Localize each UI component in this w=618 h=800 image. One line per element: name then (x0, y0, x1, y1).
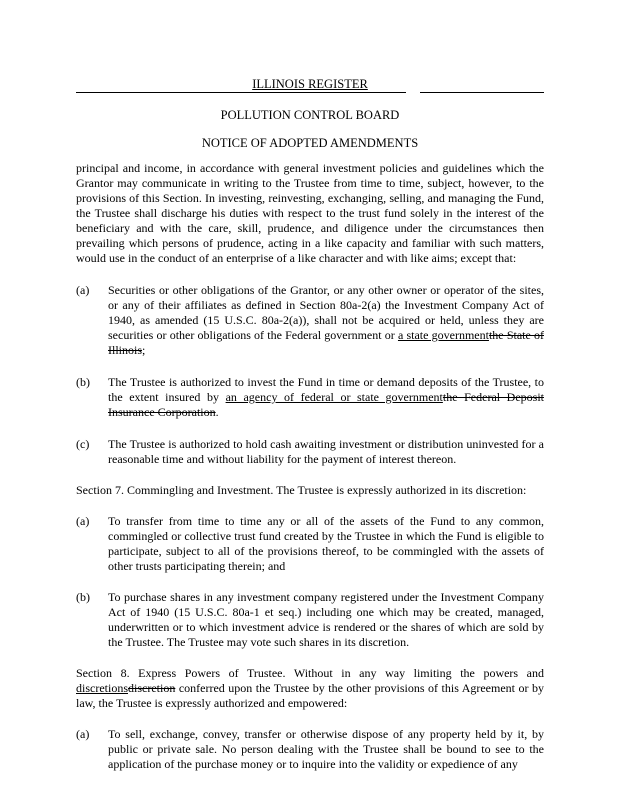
deleted-text: the State of Illinois (108, 328, 544, 357)
header-rule-left (76, 92, 406, 93)
list-item (76, 590, 544, 650)
item-text: To purchase shares in any investment company registered under the Investment Company Act of 1940 (15 U.S.C. 80a-1 et seq.) including one which may be created, managed, underwritten or to which investment advice is rendered or the shares of which are sold by the Trustee. The Trustee may vote such shares in its discretion. (108, 590, 544, 649)
deleted-text: discretion (128, 681, 176, 695)
item-label: (b) (76, 375, 90, 389)
inserted-text: an agency of federal or state government (225, 390, 443, 404)
document-body (76, 161, 544, 772)
list-item (76, 437, 544, 467)
item-label: (a) (76, 283, 90, 297)
board-title: POLLUTION CONTROL BOARD (220, 108, 400, 122)
inserted-text: a state government (397, 328, 489, 342)
section8-intro: Section 8. Express Powers of Trustee. Without in any way limiting the powers and discretionsdiscretion conferred upon the Trustee by the other provisions of this Agreement or by law, the Trustee is expressly authorized and empowered: (76, 666, 544, 710)
section7-heading: Section 7. Commingling and Investment. The Trustee is expressly authorized in its discretion: (76, 483, 527, 497)
item-text: To transfer from time to time any or all of the assets of the Fund to any common, commingled or collective trust fund created by the Trustee in which the Fund is eligible to participate, subject to all of the provisions thereof, to be commingled with the assets of other trusts participating therein; and (108, 514, 544, 573)
list-item (76, 375, 544, 420)
item-text: Securities or other obligations of the Grantor, or any other owner or operator of the sites, or any of their affiliates as defined in Section 80a-2(a) the Investment Company Act of 1940, as amended (15 U.S.C. 80a-2(a)), shall not be acquired or held, unless they are securities or other obligations of the Federal government or a state governmentthe State of Illinois; (108, 283, 544, 357)
item-text: The Trustee is authorized to hold cash awaiting investment or distribution uninvested for a reasonable time and without liability for the payment of interest thereon. (108, 437, 544, 466)
item-label: (a) (76, 727, 90, 741)
list-item (76, 727, 544, 772)
intro-paragraph: principal and income, in accordance with general investment policies and guidelines which the Grantor may communicate in writing to the Trustee from time to time, subject, however, to the provisions of this Section. In investing, reinvesting, exchanging, selling, and managing the Fund, the Trustee shall discharge his duties with respect to the trust fund solely in the interest of the beneficiary and with the care, skill, prudence, and diligence under the circumstances then prevailing which persons of prudence, acting in a like capacity and familiar with such matters, would use in the conduct of an enterprise of a like character and with like aims; except that: (76, 161, 544, 265)
deleted-text: the Federal Deposit Insurance Corporation (108, 390, 544, 419)
register-title: ILLINOIS REGISTER (252, 77, 368, 91)
item-text: The Trustee is authorized to invest the Fund in time or demand deposits of the Trustee, to the extent insured by an agency of federal or state governmentthe Federal Deposit Insurance Corporation. (108, 375, 544, 419)
item-label: (a) (76, 514, 90, 528)
list-item (76, 514, 544, 574)
notice-title: NOTICE OF ADOPTED AMENDMENTS (201, 136, 419, 150)
header-rule-right (420, 92, 544, 93)
item-label: (c) (76, 437, 90, 451)
list-item (76, 283, 544, 358)
item-label: (b) (76, 590, 90, 604)
inserted-text: discretions (76, 681, 128, 695)
item-text: To sell, exchange, convey, transfer or otherwise dispose of any property held by it, by public or private sale. No person dealing with the Trustee shall be bound to see to the application of the purchase money or to inquire into the validity or expedience of any (108, 727, 544, 771)
